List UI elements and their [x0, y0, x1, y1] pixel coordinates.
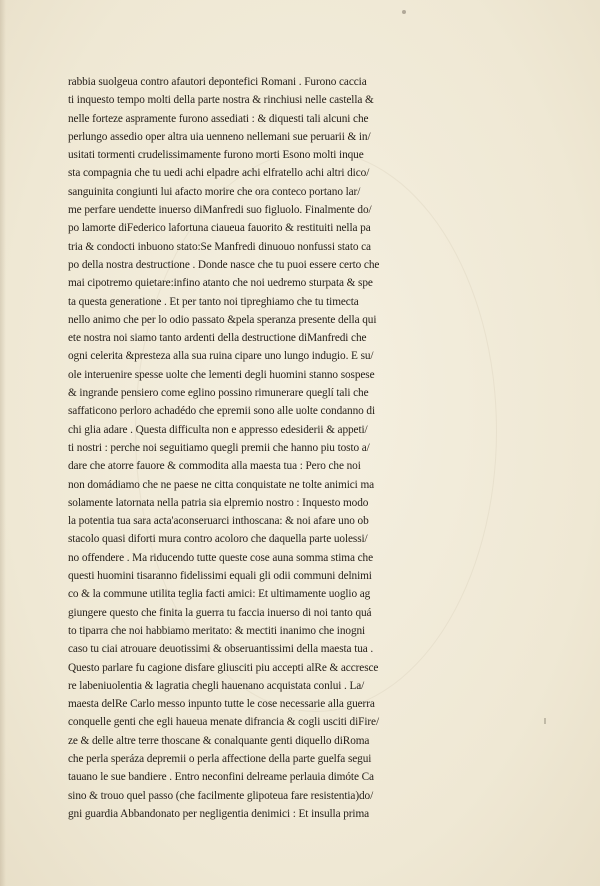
text-line: ogni celerita &presteza alla sua ruina cipare uno lungo indugio. E su/ — [68, 350, 374, 363]
text-line: co & la commune utilita teglia facti amici: Et ultimamente uoglio ag — [68, 588, 371, 601]
text-line: non domádiamo che ne paese ne citta conquistate ne tolte animici ma — [68, 478, 375, 491]
text-line: Questo parlare fu cagione disfare gliusciti piu accepti alRe & accresce — [68, 661, 379, 674]
text-line: conquelle genti che egli haueua menate difrancia & cogli usciti diFire/ — [68, 716, 379, 729]
text-line: nelle forteze aspramente furono assediati : & diquesti tali alcuni che — [68, 112, 369, 125]
text-line: ti inquesto tempo molti della parte nostra & rinchiusi nelle castella & — [68, 94, 374, 107]
text-line: sta compagnia che tu uedi achi elpadre achi elfratello achi altri dico/ — [68, 167, 370, 180]
text-line: & ingrande pensiero come eglino possino rimunerare queglí tali che — [68, 387, 369, 400]
text-line: che perla speráza depremii o perla affectione della parte guelfa segui — [68, 752, 372, 765]
text-line: to tiparra che noi habbiamo meritato: & mectiti inanimo che inogni — [68, 624, 366, 637]
text-line: ti nostri : perche noi seguitiamo quegli premii che hanno piu tosto a/ — [68, 441, 370, 454]
text-line: la potentia tua sara acta'aconseruarci inthoscana: & noi afare uno ob — [68, 515, 369, 528]
text-line: me perfare uendette inuerso diManfredi suo figluolo. Finalmente do/ — [68, 204, 372, 217]
folio-mark — [402, 10, 406, 14]
text-line: po lamorte diFederico lafortuna ciaueua fauorito & restituiti nella pa — [68, 222, 371, 235]
text-line: usitati tormenti crudelissimamente furono morti Esono molti inque — [68, 149, 364, 162]
text-line: giungere questo che finita la guerra tu faccia inuerso di noi tanto quá — [68, 606, 372, 619]
text-line: mai cipotremo quietare:infino atanto che noi uedremo sturpata & spe — [68, 277, 373, 290]
text-line: ze & delle altre terre thoscane & conalquante genti diquello diRoma — [68, 734, 370, 747]
text-line: re labeniuolentia & lagratia chegli hauenano acquistata conlui . La/ — [68, 679, 365, 692]
text-line: perlungo assedio oper altra uia uenneno nellemani sue peruarii & in/ — [68, 130, 371, 143]
text-line: gni guardia Abbandonato per negligentia denimici : Et insulla prima — [68, 807, 370, 820]
text-line: po della nostra destructione . Donde nasce che tu puoi essere certo che — [68, 258, 380, 271]
text-line: ta questa generatione . Et per tanto noi tipreghiamo che tu timecta — [68, 295, 359, 308]
text-line: chi glia adare . Questa difficulta non e appresso edesiderii & appeti/ — [68, 423, 368, 436]
text-line: no offendere . Ma riducendo tutte queste cose auna somma stima che — [68, 551, 374, 564]
text-block — [68, 73, 548, 823]
margin-tick-mark — [544, 718, 546, 724]
text-line: maesta delRe Carlo messo inpunto tutte le cose necessarie alla guerra — [68, 698, 375, 711]
text-line: rabbia suolgeua contro afautori depontefici Romani . Furono caccia — [68, 76, 367, 88]
text-line: saffaticono perloro achadédo che epremii sono alle uolte condanno di — [68, 405, 375, 418]
text-line: ole interuenire spesse uolte che lementi degli huomini stanno sospese — [68, 368, 375, 381]
text-line: sanguinita congiunti lui afacto morire che ora conteco portano lar/ — [68, 185, 361, 198]
text-line: solamente latornata nella patria sia elpremio nostro : Inquesto modo — [68, 496, 369, 509]
text-line: dare che atorre fauore & commodita alla maesta tua : Pero che noi — [68, 460, 361, 473]
text-line: questi huomini tisaranno fidelissimi equali gli odii communi delnimi — [68, 570, 372, 583]
text-line: tauano le sue bandiere . Entro neconfini delreame perlauia dimóte Ca — [68, 771, 374, 784]
page-edge-shadow — [0, 0, 6, 886]
text-line: sino & trouo quel passo (che facilmente glipoteua fare resistentia)do/ — [68, 789, 374, 802]
text-line: nello animo che per lo odio passato &pela speranza presente della qui — [68, 313, 377, 326]
text-line: caso tu ciai atrouare deuotissimi & obseruantissimi della maesta tua . — [68, 643, 374, 656]
text-line: tria & condocti inbuono stato:Se Manfredi dinuouo nonfussi stato ca — [68, 240, 371, 253]
text-line: stacolo quasi diforti mura contro acoloro che daquella parte uolessi/ — [68, 533, 368, 546]
text-line: ete nostra noi siamo tanto ardenti della destructione diManfredi che — [68, 332, 367, 345]
